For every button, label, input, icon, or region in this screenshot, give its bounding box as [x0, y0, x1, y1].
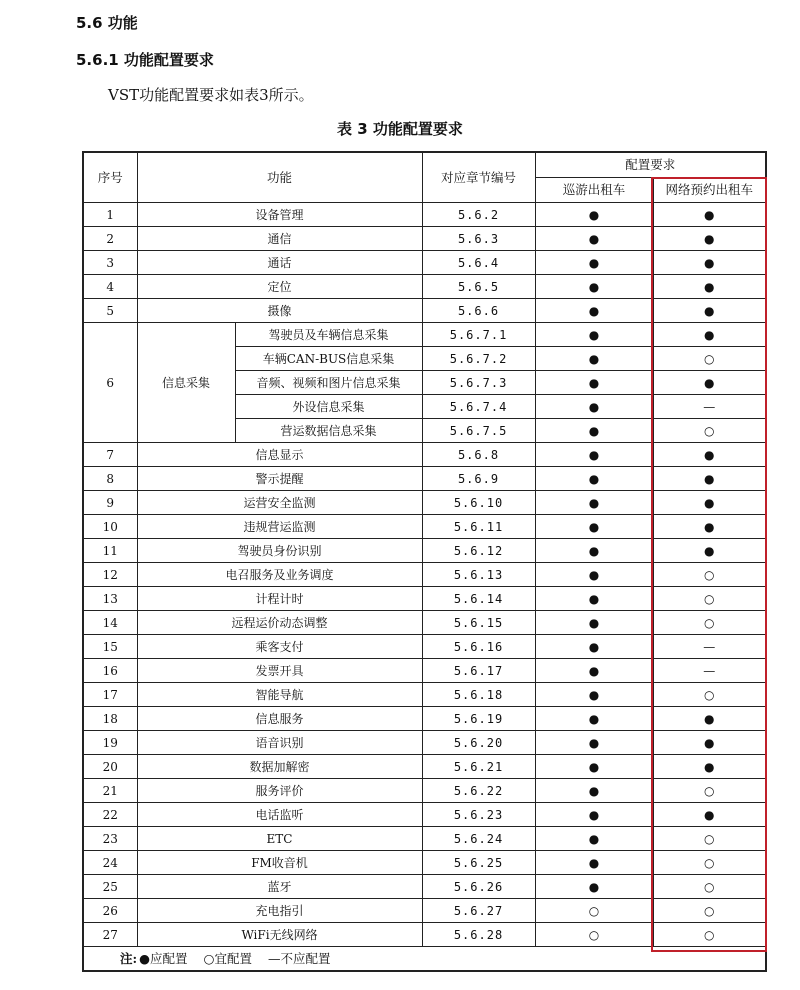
function-cell: 违规营运监测 — [137, 515, 422, 539]
online-config-cell: ● — [653, 515, 766, 539]
function-cell: 信息显示 — [137, 443, 422, 467]
chapter-cell: 5.6.14 — [422, 587, 535, 611]
online-config-cell: ● — [653, 371, 766, 395]
chapter-cell: 5.6.27 — [422, 899, 535, 923]
seq-cell: 11 — [83, 539, 137, 563]
online-config-cell: ● — [653, 299, 766, 323]
cruise-config-cell: ● — [535, 419, 653, 443]
seq-cell: 14 — [83, 611, 137, 635]
seq-cell: 17 — [83, 683, 137, 707]
seq-cell: 2 — [83, 227, 137, 251]
chapter-cell: 5.6.6 — [422, 299, 535, 323]
subsection-heading: 5.6.1 功能配置要求 — [76, 51, 214, 69]
online-config-cell: ○ — [653, 611, 766, 635]
seq-cell: 10 — [83, 515, 137, 539]
table-row — [83, 923, 766, 947]
function-cell: 摄像 — [137, 299, 422, 323]
table-row — [83, 299, 766, 323]
chapter-cell: 5.6.25 — [422, 851, 535, 875]
function-cell: 充电指引 — [137, 899, 422, 923]
function-cell: 通话 — [137, 251, 422, 275]
online-config-cell: ○ — [653, 587, 766, 611]
chapter-cell: 5.6.13 — [422, 563, 535, 587]
seq-cell: 15 — [83, 635, 137, 659]
table-row — [83, 251, 766, 275]
online-config-cell: — — [653, 659, 766, 683]
seq-cell: 19 — [83, 731, 137, 755]
chapter-cell: 5.6.18 — [422, 683, 535, 707]
config-table — [82, 151, 767, 972]
table-row — [83, 203, 766, 227]
chapter-cell: 5.6.9 — [422, 467, 535, 491]
subfunction-cell: 外设信息采集 — [235, 395, 422, 419]
online-config-cell: ○ — [653, 779, 766, 803]
chapter-cell: 5.6.7.1 — [422, 323, 535, 347]
function-cell: 计程计时 — [137, 587, 422, 611]
note-row — [83, 947, 766, 972]
chapter-cell: 5.6.11 — [422, 515, 535, 539]
table-row — [83, 899, 766, 923]
header-cruise-taxi: 巡游出租车 — [535, 178, 653, 203]
function-cell: 驾驶员身份识别 — [137, 539, 422, 563]
online-config-cell: ○ — [653, 827, 766, 851]
cruise-config-cell: ● — [535, 731, 653, 755]
online-config-cell: ● — [653, 539, 766, 563]
chapter-cell: 5.6.15 — [422, 611, 535, 635]
seq-cell: 6 — [83, 323, 137, 443]
chapter-cell: 5.6.19 — [422, 707, 535, 731]
cruise-config-cell: ● — [535, 827, 653, 851]
online-config-cell: ● — [653, 443, 766, 467]
seq-cell: 1 — [83, 203, 137, 227]
online-config-cell: — — [653, 635, 766, 659]
chapter-cell: 5.6.2 — [422, 203, 535, 227]
cruise-config-cell: ● — [535, 707, 653, 731]
chapter-cell: 5.6.5 — [422, 275, 535, 299]
online-config-cell: ● — [653, 467, 766, 491]
function-cell: 智能导航 — [137, 683, 422, 707]
function-cell: 定位 — [137, 275, 422, 299]
seq-cell: 3 — [83, 251, 137, 275]
function-cell: 信息服务 — [137, 707, 422, 731]
seq-cell: 8 — [83, 467, 137, 491]
cruise-config-cell: ● — [535, 395, 653, 419]
online-config-cell: ● — [653, 803, 766, 827]
cruise-config-cell: ● — [535, 587, 653, 611]
function-cell: 发票开具 — [137, 659, 422, 683]
cruise-config-cell: ● — [535, 779, 653, 803]
cruise-config-cell: ● — [535, 227, 653, 251]
seq-cell: 7 — [83, 443, 137, 467]
function-cell: WiFi无线网络 — [137, 923, 422, 947]
table-row — [83, 659, 766, 683]
function-cell: 运营安全监测 — [137, 491, 422, 515]
cruise-config-cell: ● — [535, 275, 653, 299]
online-config-cell: ● — [653, 275, 766, 299]
chapter-cell: 5.6.17 — [422, 659, 535, 683]
table-row — [83, 683, 766, 707]
header-function: 功能 — [137, 152, 422, 203]
legend-dash: —不应配置 — [267, 950, 331, 966]
chapter-cell: 5.6.10 — [422, 491, 535, 515]
chapter-cell: 5.6.4 — [422, 251, 535, 275]
subfunction-cell: 音频、视频和图片信息采集 — [235, 371, 422, 395]
seq-cell: 23 — [83, 827, 137, 851]
seq-cell: 24 — [83, 851, 137, 875]
seq-cell: 5 — [83, 299, 137, 323]
chapter-cell: 5.6.20 — [422, 731, 535, 755]
online-config-cell: ○ — [653, 563, 766, 587]
legend-label: 注: — [120, 950, 138, 966]
table-row — [83, 755, 766, 779]
chapter-cell: 5.6.28 — [422, 923, 535, 947]
online-config-cell: ○ — [653, 683, 766, 707]
function-cell: 数据加解密 — [137, 755, 422, 779]
table-row — [83, 827, 766, 851]
table-row — [83, 539, 766, 563]
table-row — [83, 563, 766, 587]
chapter-cell: 5.6.7.2 — [422, 347, 535, 371]
cruise-config-cell: ○ — [535, 899, 653, 923]
seq-cell: 13 — [83, 587, 137, 611]
table-row — [83, 803, 766, 827]
chapter-cell: 5.6.16 — [422, 635, 535, 659]
cruise-config-cell: ● — [535, 683, 653, 707]
cruise-config-cell: ● — [535, 203, 653, 227]
table-row — [83, 635, 766, 659]
table-caption: 表 3 功能配置要求 — [337, 120, 463, 138]
online-config-cell: ○ — [653, 923, 766, 947]
seq-cell: 25 — [83, 875, 137, 899]
seq-cell: 12 — [83, 563, 137, 587]
cruise-config-cell: ● — [535, 611, 653, 635]
cruise-config-cell: ● — [535, 659, 653, 683]
table-row — [83, 515, 766, 539]
online-config-cell: ○ — [653, 347, 766, 371]
online-config-cell: ● — [653, 227, 766, 251]
seq-cell: 26 — [83, 899, 137, 923]
online-config-cell: ● — [653, 491, 766, 515]
seq-cell: 20 — [83, 755, 137, 779]
legend-note — [83, 947, 766, 972]
table-row — [83, 275, 766, 299]
cruise-config-cell: ● — [535, 755, 653, 779]
chapter-cell: 5.6.7.4 — [422, 395, 535, 419]
online-config-cell: ○ — [653, 899, 766, 923]
table-row — [83, 707, 766, 731]
function-cell: 语音识别 — [137, 731, 422, 755]
seq-cell: 4 — [83, 275, 137, 299]
table-row — [83, 851, 766, 875]
cruise-config-cell: ● — [535, 299, 653, 323]
section-heading: 5.6 功能 — [76, 14, 138, 32]
cruise-config-cell: ● — [535, 371, 653, 395]
cruise-config-cell: ● — [535, 563, 653, 587]
cruise-config-cell: ● — [535, 491, 653, 515]
online-config-cell: ● — [653, 251, 766, 275]
table-row — [83, 467, 766, 491]
legend-filled: ●应配置 — [139, 950, 188, 966]
seq-cell: 18 — [83, 707, 137, 731]
intro-paragraph: VST功能配置要求如表3所示。 — [108, 86, 314, 104]
function-cell: 电话监听 — [137, 803, 422, 827]
table-row — [83, 323, 766, 347]
function-cell: 服务评价 — [137, 779, 422, 803]
header-chapter: 对应章节编号 — [422, 152, 535, 203]
cruise-config-cell: ● — [535, 635, 653, 659]
table-row — [83, 587, 766, 611]
header-config: 配置要求 — [535, 152, 766, 178]
seq-cell: 9 — [83, 491, 137, 515]
cruise-config-cell: ● — [535, 323, 653, 347]
function-cell: 乘客支付 — [137, 635, 422, 659]
online-config-cell: ● — [653, 707, 766, 731]
cruise-config-cell: ● — [535, 515, 653, 539]
table-row — [83, 227, 766, 251]
function-cell: 远程运价动态调整 — [137, 611, 422, 635]
chapter-cell: 5.6.3 — [422, 227, 535, 251]
cruise-config-cell: ● — [535, 443, 653, 467]
online-config-cell: ● — [653, 203, 766, 227]
function-group-cell: 信息采集 — [137, 323, 235, 443]
seq-cell: 22 — [83, 803, 137, 827]
seq-cell: 21 — [83, 779, 137, 803]
online-config-cell: — — [653, 395, 766, 419]
subfunction-cell: 车辆CAN-BUS信息采集 — [235, 347, 422, 371]
chapter-cell: 5.6.22 — [422, 779, 535, 803]
online-config-cell: ○ — [653, 419, 766, 443]
function-cell: 电召服务及业务调度 — [137, 563, 422, 587]
function-cell: FM收音机 — [137, 851, 422, 875]
cruise-config-cell: ● — [535, 347, 653, 371]
table-row — [83, 875, 766, 899]
chapter-cell: 5.6.7.3 — [422, 371, 535, 395]
chapter-cell: 5.6.12 — [422, 539, 535, 563]
cruise-config-cell: ● — [535, 803, 653, 827]
subfunction-cell: 驾驶员及车辆信息采集 — [235, 323, 422, 347]
function-cell: 警示提醒 — [137, 467, 422, 491]
function-cell: ETC — [137, 827, 422, 851]
chapter-cell: 5.6.24 — [422, 827, 535, 851]
seq-cell: 27 — [83, 923, 137, 947]
chapter-cell: 5.6.7.5 — [422, 419, 535, 443]
header-online-taxi: 网络预约出租车 — [653, 178, 766, 203]
chapter-cell: 5.6.21 — [422, 755, 535, 779]
cruise-config-cell: ● — [535, 539, 653, 563]
function-cell: 通信 — [137, 227, 422, 251]
table-row — [83, 779, 766, 803]
cruise-config-cell: ○ — [535, 923, 653, 947]
online-config-cell: ● — [653, 731, 766, 755]
cruise-config-cell: ● — [535, 851, 653, 875]
table-row — [83, 731, 766, 755]
header-seq: 序号 — [83, 152, 137, 203]
legend-hollow: ○宜配置 — [203, 950, 252, 966]
cruise-config-cell: ● — [535, 251, 653, 275]
cruise-config-cell: ● — [535, 875, 653, 899]
online-config-cell: ● — [653, 323, 766, 347]
chapter-cell: 5.6.26 — [422, 875, 535, 899]
online-config-cell: ○ — [653, 851, 766, 875]
chapter-cell: 5.6.8 — [422, 443, 535, 467]
function-cell: 蓝牙 — [137, 875, 422, 899]
online-config-cell: ○ — [653, 875, 766, 899]
chapter-cell: 5.6.23 — [422, 803, 535, 827]
header-row — [83, 152, 766, 178]
cruise-config-cell: ● — [535, 467, 653, 491]
online-config-cell: ● — [653, 755, 766, 779]
table-row — [83, 443, 766, 467]
seq-cell: 16 — [83, 659, 137, 683]
table-row — [83, 491, 766, 515]
table-row — [83, 611, 766, 635]
function-cell: 设备管理 — [137, 203, 422, 227]
subfunction-cell: 营运数据信息采集 — [235, 419, 422, 443]
